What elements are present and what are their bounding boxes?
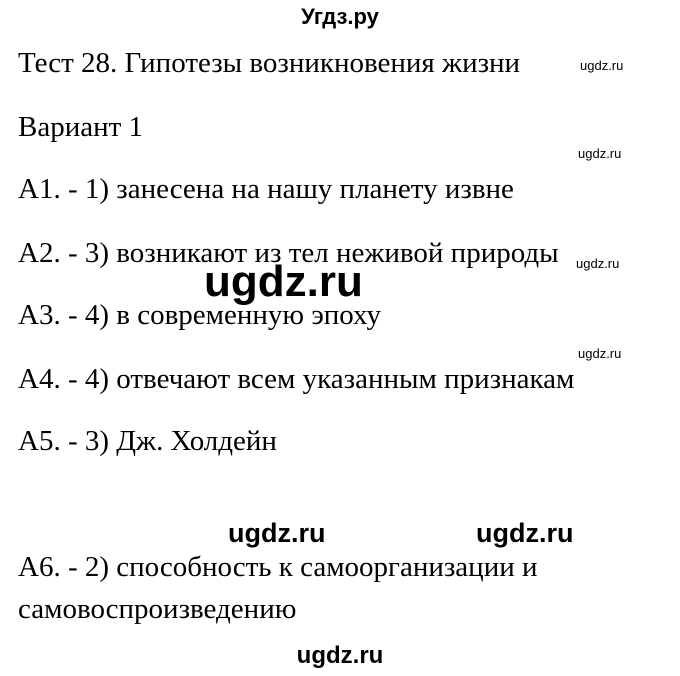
watermark-small: ugdz.ru: [578, 146, 622, 161]
answer-a6: А6. - 2) способность к самоорганизации и: [18, 551, 538, 583]
answer-a3: А3. - 4) в современную эпоху: [18, 299, 381, 331]
answer-a2: А2. - 3) возникают из тел неживой природы: [18, 237, 559, 269]
page-title: Тест 28. Гипотезы возникновения жизни: [18, 47, 521, 79]
watermark-small: ugdz.ru: [576, 256, 620, 271]
watermark-medium: ugdz.ru: [228, 518, 326, 548]
site-header: Угдз.ру: [301, 4, 379, 29]
watermark-small: ugdz.ru: [578, 346, 622, 361]
variant-heading: Вариант 1: [18, 111, 144, 143]
answer-a5: А5. - 3) Дж. Холдейн: [18, 425, 277, 457]
watermark-medium: ugdz.ru: [476, 518, 574, 548]
answer-a4: А4. - 4) отвечают всем указанным признакам: [18, 363, 575, 395]
answer-a1: А1. - 1) занесена на нашу планету извне: [18, 173, 514, 205]
answer-a6-continuation: самовоспроизведению: [18, 593, 297, 625]
watermark-small: ugdz.ru: [580, 58, 624, 73]
watermark-large: ugdz.ru: [204, 257, 363, 306]
watermark-footer: ugdz.ru: [296, 642, 384, 669]
